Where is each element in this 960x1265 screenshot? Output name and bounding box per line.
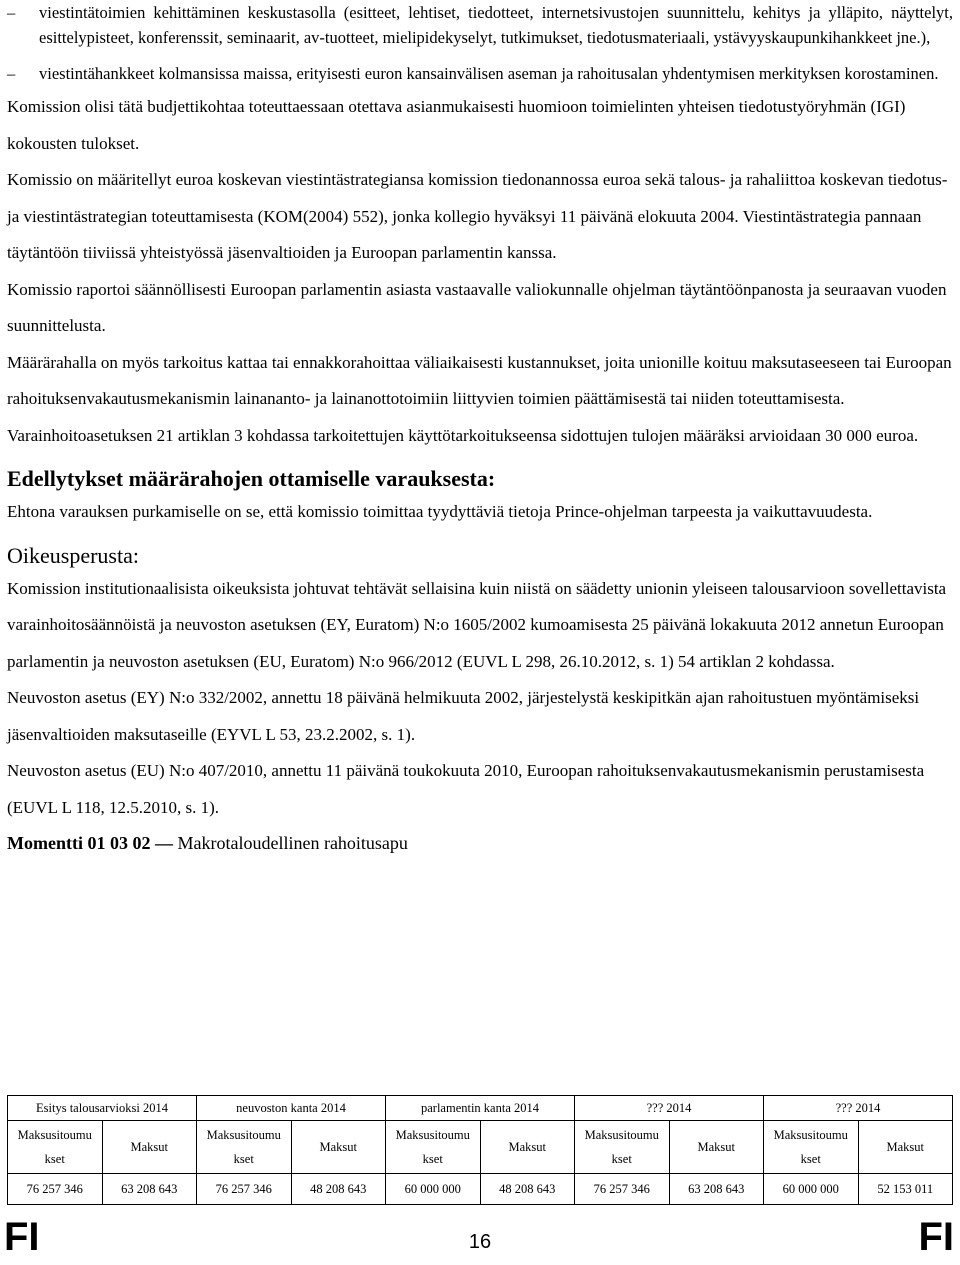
- table-subheader-payments: Maksut: [102, 1121, 197, 1174]
- table-group-header: Esitys talousarvioksi 2014: [8, 1096, 197, 1121]
- footer-language-code-right: FI: [918, 1215, 954, 1259]
- table-cell: 60 000 000: [764, 1174, 859, 1205]
- table-group-header: ??? 2014: [764, 1096, 953, 1121]
- paragraph: Komission institutionaalisista oikeuksista johtuvat tehtävät sellaisina kuin niistä on säädetty unionin yleiseen talousarvioon sovellettavista varainhoitosäännöistä ja neuvoston asetuksen (EY, Euratom) N:o 1605/2002 kumoamisesta 25 päivänä lokakuuta 2012 annetun Euroopan parlamentin ja neuvoston asetuksen (EU, Euratom) N:o 966/2012 (EUVL L 298, 26.10.2012, s. 1) 54 artiklan 2 kohdassa.: [7, 578, 947, 671]
- table-group-header: neuvoston kanta 2014: [197, 1096, 386, 1121]
- table-cell: 48 208 643: [291, 1174, 386, 1205]
- table-subheader-commitments: Maksusitoumu kset: [386, 1121, 481, 1174]
- table-cell: 63 208 643: [102, 1174, 197, 1205]
- table-cell: 76 257 346: [8, 1174, 103, 1205]
- bullet-text: viestintähankkeet kolmansissa maissa, erityisesti euron kansainvälisen aseman ja rahoitusalan yhdentymisen merkityksen korostaminen.: [39, 64, 939, 83]
- table-subheader-payments: Maksut: [858, 1121, 953, 1174]
- table-subheader-commitments: Maksusitoumu kset: [575, 1121, 670, 1174]
- table-header-row: [8, 1096, 953, 1121]
- paragraph: Komissio on määritellyt euroa koskevan viestintästrategiansa komission tiedonannossa euroa sekä talous- ja rahaliittoa koskevan tiedotus- ja viestintästrategian toteuttamisesta (KOM(2004) 552), jonka kollegio hyväksyi 11 päivänä elokuuta 2004. Viestintästrategia pannaan täytäntöön tiiviissä yhteistyössä jäsenvaltioiden ja Euroopan parlamentin kanssa.: [7, 170, 948, 262]
- section-heading-legal-basis: Oikeusperusta:: [7, 542, 139, 568]
- table-subheader-payments: Maksut: [669, 1121, 764, 1174]
- page-number: 16: [468, 1231, 492, 1253]
- momentti-dash: —: [154, 833, 173, 853]
- bullet-text: viestintätoimien kehittäminen keskustasolla (esitteet, lehtiset, tiedotteet, internetsivustojen suunnittelu, kehitys ja ylläpito, näyttelyt, esittelypisteet, konferenssit, seminaarit, av-tuotteet, mielipidekyselyt, tutkimukset, tiedotusmateriaali, ystävyyskaupunkihankkeet jne.),: [39, 3, 953, 47]
- paragraph: Komissio raportoi säännöllisesti Euroopan parlamentin asiasta vastaavalle valiokunnalle ohjelman täytäntöönpanosta ja seuraavan vuoden suunnittelusta.: [7, 279, 947, 335]
- budget-table: [7, 1095, 953, 1205]
- table-cell: 52 153 011: [858, 1174, 953, 1205]
- table-cell: 60 000 000: [386, 1174, 481, 1205]
- momentti-title: Makrotaloudellinen rahoitusapu: [177, 833, 408, 853]
- footer-language-code-left: FI: [4, 1215, 40, 1259]
- table-subheader-payments: Maksut: [480, 1121, 575, 1174]
- page-footer: [0, 1214, 960, 1260]
- paragraph: Komission olisi tätä budjettikohtaa toteuttaessaan otettava asianmukaisesti huomioon toimielinten yhteisen tiedotustyöryhmän (IGI) kokousten tulokset.: [7, 97, 906, 153]
- table-cell: 76 257 346: [197, 1174, 292, 1205]
- section-heading-conditions: Edellytykset määrärahojen ottamiselle varauksesta:: [7, 466, 496, 491]
- bullet-dash: –: [7, 64, 16, 83]
- table-group-header: ??? 2014: [575, 1096, 764, 1121]
- paragraph: Ehtona varauksen purkamiselle on se, että komissio toimittaa tyydyttäviä tietoja Prince-ohjelman tarpeesta ja vaikuttavuudesta.: [7, 502, 873, 521]
- table-cell: 76 257 346: [575, 1174, 670, 1205]
- table-cell: 63 208 643: [669, 1174, 764, 1205]
- table-subheader-commitments: Maksusitoumu kset: [764, 1121, 859, 1174]
- momentti-code: Momentti 01 03 02: [7, 833, 151, 853]
- momentti-heading: [7, 828, 953, 858]
- paragraph: Määrärahalla on myös tarkoitus kattaa tai ennakkorahoittaa väliaikaisesti kustannukset, joita unionille koituu maksutaseeseen tai Euroopan rahoituksenvakautusmekanismin lainananto- ja lainanottotoimiin liittyvien toimien päättämisestä tai niiden toteuttamisesta.: [7, 352, 952, 408]
- bullet-item: [7, 61, 953, 86]
- table-subheader-commitments: Maksusitoumu kset: [197, 1121, 292, 1174]
- bullet-dash: –: [7, 3, 16, 22]
- table-row: [8, 1174, 953, 1205]
- table-subheader-payments: Maksut: [291, 1121, 386, 1174]
- table-subheader-commitments: Maksusitoumu kset: [8, 1121, 103, 1174]
- paragraph: Varainhoitoasetuksen 21 artiklan 3 kohdassa tarkoitettujen käyttötarkoitukseensa sidottujen tulojen määräksi arvioidaan 30 000 euroa.: [7, 425, 919, 445]
- table-group-header: parlamentin kanta 2014: [386, 1096, 575, 1121]
- bullet-item: [7, 0, 953, 50]
- table-subheader-row: [8, 1121, 953, 1174]
- paragraph: Neuvoston asetus (EY) N:o 332/2002, annettu 18 päivänä helmikuuta 2002, järjestelystä keskipitkän ajan rahoitustuen myöntämiseksi jäsenvaltioiden maksutaseille (EYVL L 53, 23.2.2002, s. 1).: [7, 688, 920, 744]
- paragraph: Neuvoston asetus (EU) N:o 407/2010, annettu 11 päivänä toukokuuta 2010, Euroopan rahoituksenvakautusmekanismin perustamisesta (EUVL L 118, 12.5.2010, s. 1).: [7, 761, 925, 817]
- document-page: [7, 0, 953, 1196]
- table-cell: 48 208 643: [480, 1174, 575, 1205]
